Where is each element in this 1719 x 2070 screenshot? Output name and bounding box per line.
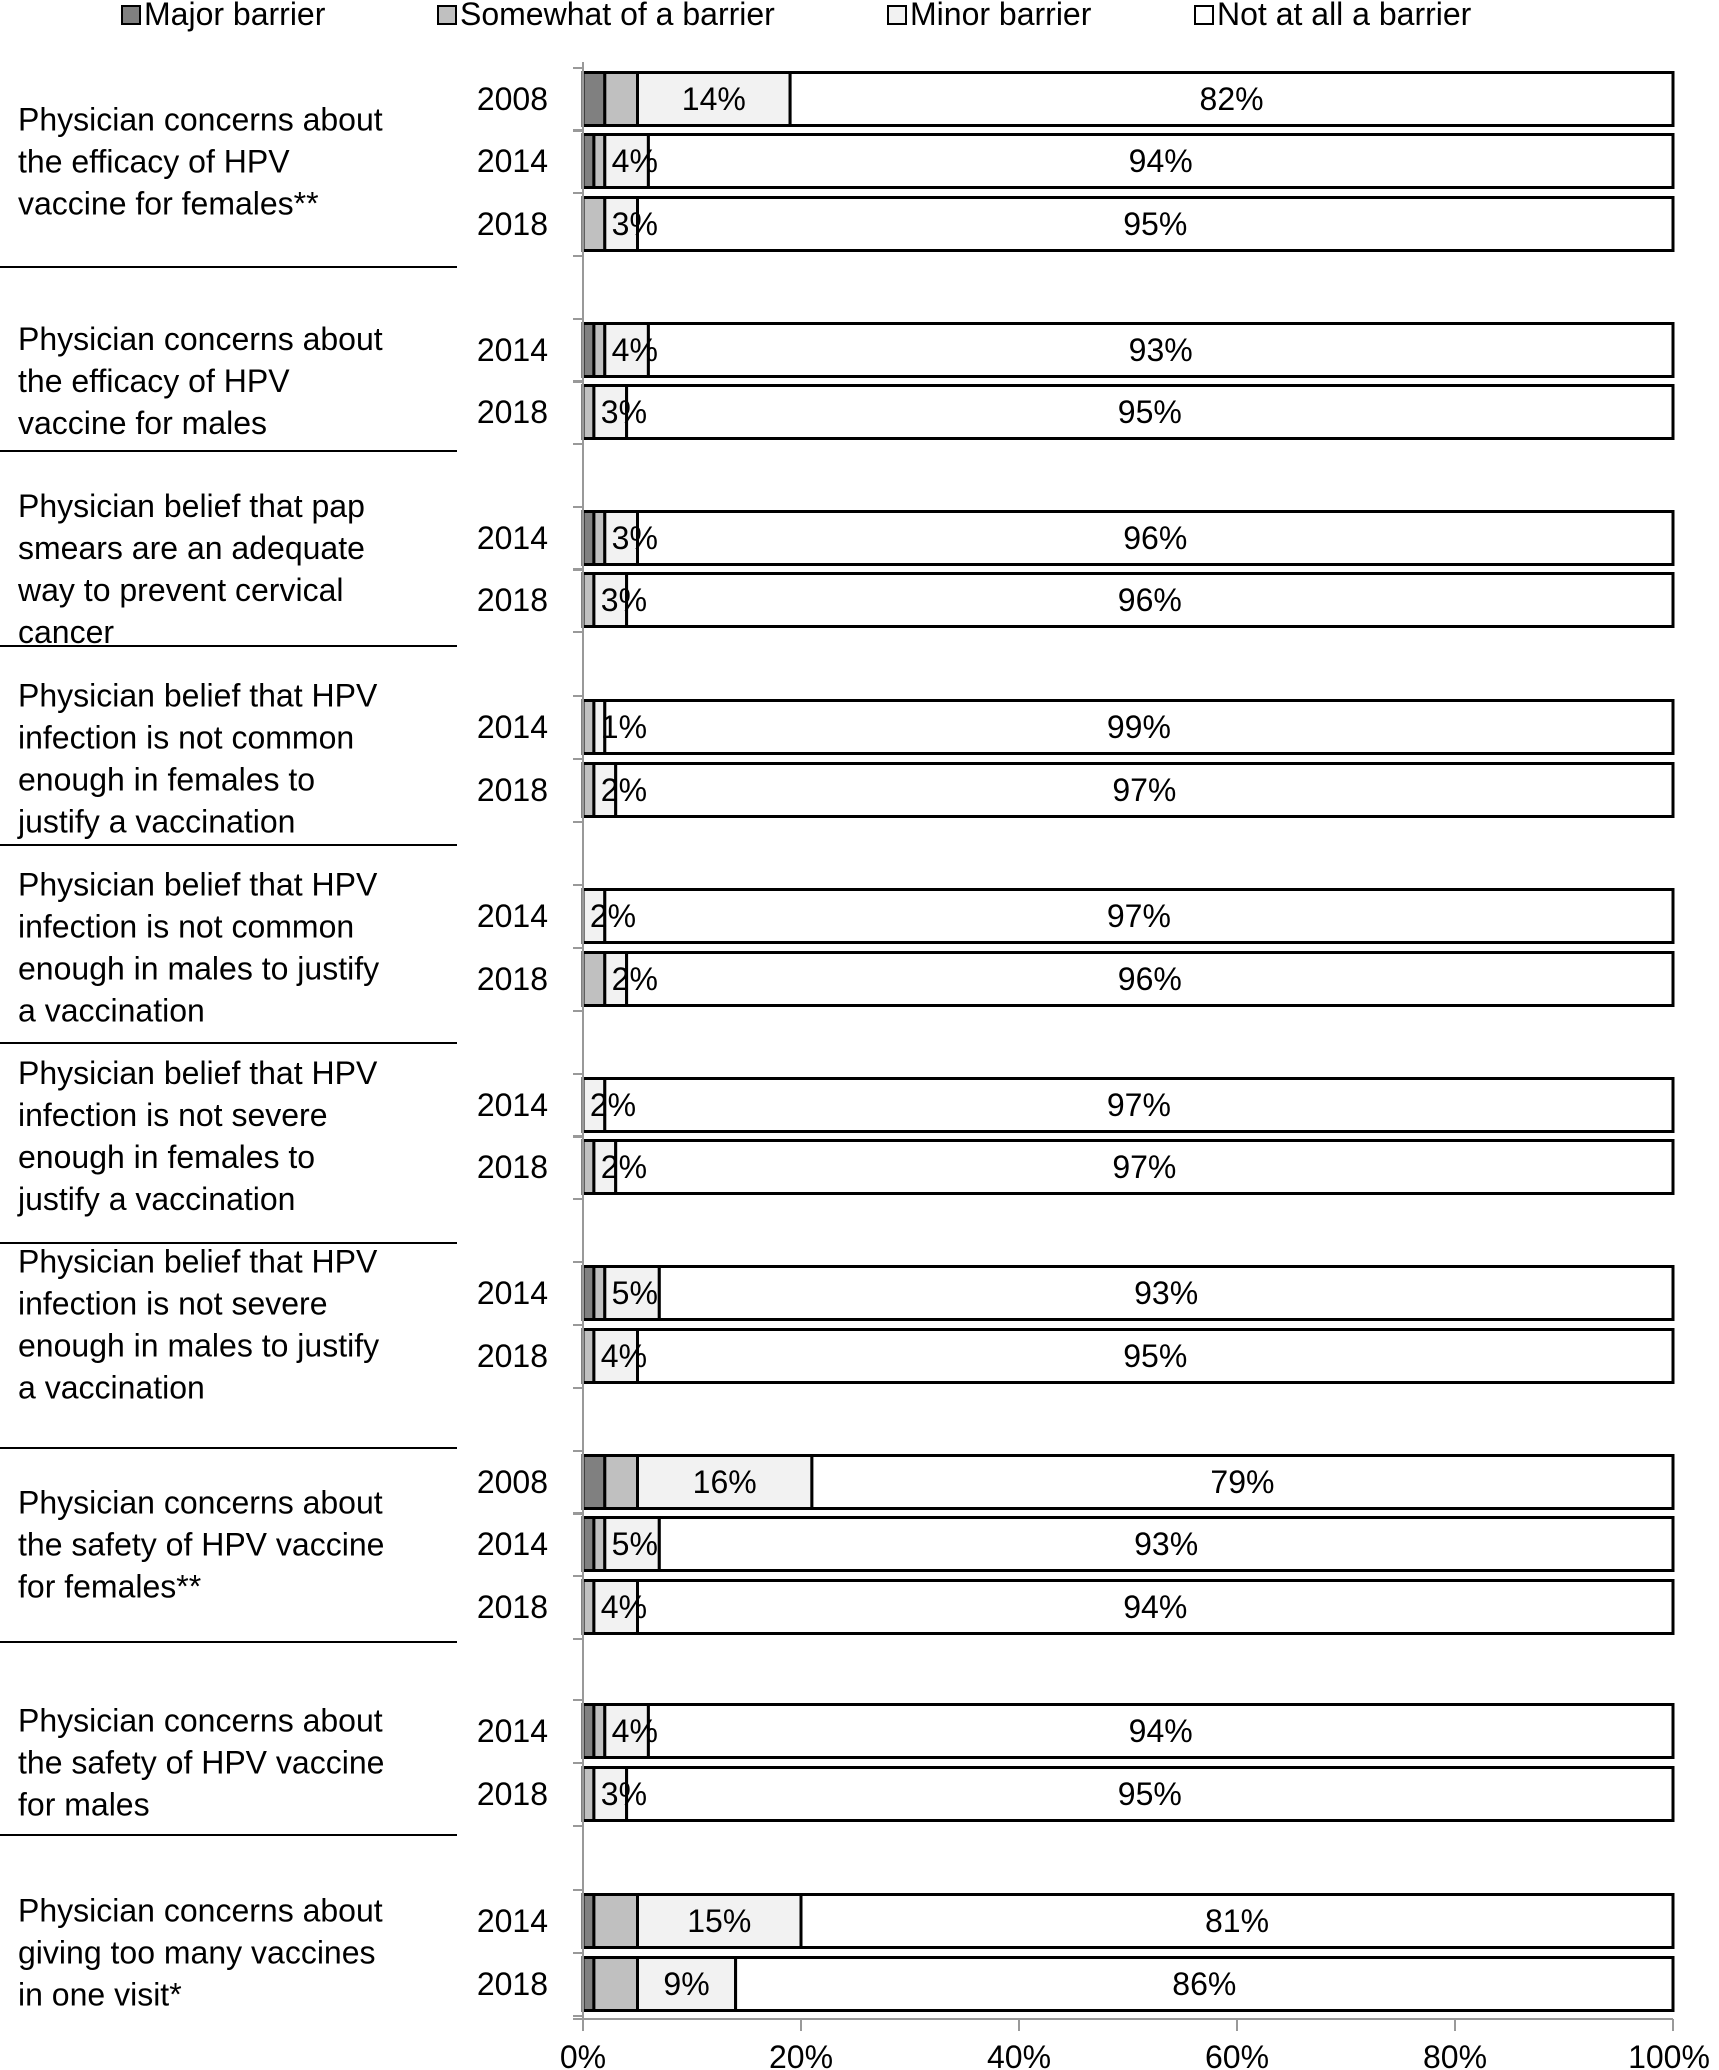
bar-segment-somewhat-of-a-barrier <box>605 1456 638 1509</box>
x-tick-label: 0% <box>559 2039 607 2070</box>
group-label-line: way to prevent cervical <box>18 572 344 608</box>
group-label-line: for males <box>18 1786 150 1823</box>
data-label: 2% <box>611 961 658 997</box>
group-label-line: vaccine for females** <box>18 185 319 222</box>
bar-segment-somewhat-of-a-barrier <box>583 198 605 251</box>
year-label: 2018 <box>476 1776 548 1812</box>
data-label: 94% <box>1123 1589 1188 1625</box>
group-label-line: Physician concerns about <box>18 1484 383 1521</box>
year-label: 2018 <box>476 582 548 618</box>
legend-swatch <box>1195 6 1213 24</box>
bar-segment-somewhat-of-a-barrier <box>583 386 594 439</box>
bar-row <box>477 1330 1673 1383</box>
year-label: 2014 <box>476 1903 548 1939</box>
bar-row <box>477 1518 1673 1571</box>
bar-row <box>477 1079 1673 1132</box>
year-label: 2008 <box>476 1464 548 1500</box>
group-label-line: a vaccination <box>18 1369 205 1406</box>
year-label: 2014 <box>476 1275 548 1311</box>
group-label <box>17 678 378 840</box>
year-label: 2014 <box>476 898 548 934</box>
bar-row <box>477 890 1673 943</box>
group-label-line: the efficacy of HPV <box>18 143 290 180</box>
group-label-line: enough in females to <box>18 1139 316 1175</box>
year-label: 2014 <box>476 332 548 368</box>
bar-segment-somewhat-of-a-barrier <box>594 1958 638 2011</box>
bar-segment-somewhat-of-a-barrier <box>605 73 638 126</box>
data-label: 86% <box>1172 1966 1237 2002</box>
bar-segment-somewhat-of-a-barrier <box>594 1267 605 1320</box>
bar-segment-somewhat-of-a-barrier <box>583 1141 594 1194</box>
bar-row <box>477 135 1673 188</box>
data-label: 5% <box>611 1275 658 1311</box>
bar-segment-major-barrier <box>583 512 594 565</box>
bar-row <box>477 1141 1673 1194</box>
legend-item <box>1195 0 1472 32</box>
bar-row <box>477 953 1673 1006</box>
bar-segment-somewhat-of-a-barrier <box>583 1768 594 1821</box>
group-label-line: infection is not common <box>18 719 355 756</box>
data-label: 93% <box>1134 1526 1199 1562</box>
data-label: 4% <box>611 1713 658 1749</box>
year-label: 2008 <box>476 81 548 117</box>
data-label: 15% <box>687 1903 752 1939</box>
bar-segment-major-barrier <box>583 1895 594 1948</box>
bar-segment-major-barrier <box>583 1518 594 1571</box>
bar-segment-somewhat-of-a-barrier <box>594 324 605 377</box>
data-label: 95% <box>1117 394 1182 430</box>
group-label-line: Physician belief that HPV <box>18 1243 378 1280</box>
data-label: 82% <box>1199 81 1264 117</box>
group-label-line: justify a vaccination <box>18 803 296 840</box>
year-label: 2018 <box>476 1966 548 2002</box>
bar-row <box>477 1895 1673 1948</box>
group-label-line: infection is not common <box>18 908 355 945</box>
data-label: 99% <box>1106 709 1171 745</box>
legend <box>122 0 1472 32</box>
group-label-line: in one visit* <box>18 1976 182 2013</box>
group-label-line: infection is not severe <box>18 1097 328 1133</box>
group-label-line: cancer <box>18 614 115 650</box>
bar-row <box>477 1768 1673 1821</box>
data-label: 4% <box>611 332 658 368</box>
bar-row <box>477 198 1673 251</box>
year-label: 2014 <box>476 143 548 179</box>
year-label: 2014 <box>476 1713 548 1749</box>
year-label: 2018 <box>476 1589 548 1625</box>
bar-segment-somewhat-of-a-barrier <box>594 1705 605 1758</box>
group-label-line: Physician belief that pap <box>18 488 365 524</box>
bar-row <box>477 512 1673 565</box>
group-label <box>18 867 379 1029</box>
x-tick-label: 60% <box>1204 2039 1270 2070</box>
bar-segment-somewhat-of-a-barrier <box>594 512 605 565</box>
data-label: 95% <box>1123 1338 1188 1374</box>
bar-segment-somewhat-of-a-barrier <box>583 701 594 754</box>
data-label: 95% <box>1123 206 1188 242</box>
group-label-line: Physician concerns about <box>18 1892 383 1929</box>
data-label: 3% <box>611 206 658 242</box>
group-label-line: smears are an adequate <box>18 530 365 566</box>
legend-item <box>888 0 1092 32</box>
year-label: 2014 <box>476 520 548 556</box>
bar-segment-major-barrier <box>583 1958 594 2011</box>
group-label-line: justify a vaccination <box>18 1181 296 1217</box>
x-tick-label: 80% <box>1422 2039 1488 2070</box>
data-label: 4% <box>611 143 658 179</box>
bar-segment-major-barrier <box>583 1267 594 1320</box>
legend-label: Somewhat of a barrier <box>460 0 775 32</box>
group-label-line: enough in males to justify <box>18 950 380 987</box>
data-label: 2% <box>589 1087 637 1123</box>
group-label-line: a vaccination <box>18 992 205 1029</box>
legend-swatch <box>438 6 456 24</box>
legend-label: Not at all a barrier <box>1217 0 1472 32</box>
bar-segment-somewhat-of-a-barrier <box>594 1518 605 1571</box>
group-label <box>18 1244 379 1406</box>
data-label: 1% <box>600 709 648 745</box>
bar-segment-major-barrier <box>583 1456 605 1509</box>
group-label-line: enough in males to justify <box>18 1327 380 1364</box>
legend-label: Minor barrier <box>910 0 1092 32</box>
data-label: 79% <box>1210 1464 1275 1500</box>
group-label-line: the safety of HPV vaccine <box>18 1744 385 1781</box>
bar-segment-somewhat-of-a-barrier <box>583 1581 594 1634</box>
year-label: 2018 <box>476 772 548 808</box>
group-label-line: Physician belief that HPV <box>18 677 378 714</box>
data-label: 94% <box>1128 143 1193 179</box>
group-label <box>18 102 383 222</box>
year-label: 2018 <box>476 206 548 242</box>
data-label: 93% <box>1128 332 1193 368</box>
group-label-line: Physician belief that HPV <box>18 1055 378 1091</box>
group-label-line: vaccine for males <box>18 405 267 441</box>
group-label-line: the efficacy of HPV <box>18 363 290 399</box>
bar-row <box>477 324 1673 377</box>
bar-segment-somewhat-of-a-barrier <box>583 574 594 627</box>
data-label: 9% <box>663 1966 710 2002</box>
group-label-line: enough in females to <box>18 761 316 798</box>
legend-swatch <box>888 6 906 24</box>
bar-segment-somewhat-of-a-barrier <box>594 1895 638 1948</box>
legend-item <box>122 0 326 32</box>
year-label: 2014 <box>476 1526 548 1562</box>
bar-row <box>477 73 1673 126</box>
year-label: 2018 <box>476 1338 548 1374</box>
data-label: 93% <box>1134 1275 1199 1311</box>
data-label: 3% <box>611 520 658 556</box>
group-label-line: Physician concerns about <box>18 1702 383 1739</box>
legend-swatch <box>122 6 140 24</box>
data-label: 4% <box>600 1589 648 1625</box>
data-label: 97% <box>1106 1087 1171 1123</box>
bars <box>477 73 1673 2011</box>
data-label: 94% <box>1128 1713 1193 1749</box>
year-label: 2014 <box>476 1087 548 1123</box>
x-tick-label: 20% <box>768 2039 834 2070</box>
bar-segment-somewhat-of-a-barrier <box>583 1330 594 1383</box>
data-label: 16% <box>692 1464 757 1500</box>
group-label-line: Physician belief that HPV <box>18 866 378 903</box>
bar-row <box>477 764 1673 817</box>
data-label: 2% <box>589 898 637 934</box>
data-label: 96% <box>1117 582 1182 618</box>
data-label: 3% <box>600 1776 648 1812</box>
bar-segment-major-barrier <box>583 73 605 126</box>
bar-segment-major-barrier <box>583 324 594 377</box>
data-label: 97% <box>1106 898 1171 934</box>
bar-row <box>477 574 1673 627</box>
data-label: 3% <box>600 582 648 618</box>
group-label <box>17 488 365 650</box>
bar-row <box>477 386 1673 439</box>
data-label: 2% <box>600 1149 648 1185</box>
data-label: 81% <box>1204 1903 1270 1939</box>
bar-segment-somewhat-of-a-barrier <box>583 764 594 817</box>
group-label <box>17 1055 378 1217</box>
bar-segment-somewhat-of-a-barrier <box>594 135 605 188</box>
group-labels <box>0 102 457 2013</box>
bar-segment-major-barrier <box>583 1705 594 1758</box>
group-label <box>18 1485 384 1605</box>
group-label-line: the safety of HPV vaccine <box>18 1526 385 1563</box>
group-label-line: Physician concerns about <box>18 101 383 138</box>
bar-segment-somewhat-of-a-barrier <box>583 953 605 1006</box>
data-label: 4% <box>600 1338 648 1374</box>
bar-segment-major-barrier <box>583 135 594 188</box>
data-label: 96% <box>1123 520 1188 556</box>
year-label: 2014 <box>476 709 548 745</box>
data-label: 3% <box>600 394 648 430</box>
bar-row <box>477 1958 1673 2011</box>
group-label-line: infection is not severe <box>18 1285 328 1322</box>
legend-label: Major barrier <box>144 0 326 32</box>
data-label: 95% <box>1117 1776 1182 1812</box>
year-label: 2018 <box>476 394 548 430</box>
data-label: 97% <box>1112 1149 1177 1185</box>
bar-row <box>477 1267 1673 1320</box>
group-label <box>18 1703 384 1823</box>
group-label-line: giving too many vaccines <box>18 1934 376 1971</box>
group-label-line: Physician concerns about <box>18 321 383 357</box>
data-label: 2% <box>600 772 648 808</box>
bar-row <box>477 1581 1673 1634</box>
year-label: 2018 <box>476 961 548 997</box>
group-label <box>18 1893 383 2013</box>
data-label: 96% <box>1117 961 1182 997</box>
group-label <box>18 321 383 441</box>
bar-row <box>477 701 1673 754</box>
legend-item <box>438 0 775 32</box>
year-label: 2018 <box>476 1149 548 1185</box>
group-label-line: for females** <box>18 1568 202 1605</box>
x-tick-label: 100% <box>1628 2039 1710 2070</box>
bar-row <box>477 1456 1673 1509</box>
bar-row <box>477 1705 1673 1758</box>
data-label: 5% <box>611 1526 658 1562</box>
data-label: 14% <box>681 81 746 117</box>
x-tick-label: 40% <box>986 2039 1052 2070</box>
data-label: 97% <box>1112 772 1177 808</box>
